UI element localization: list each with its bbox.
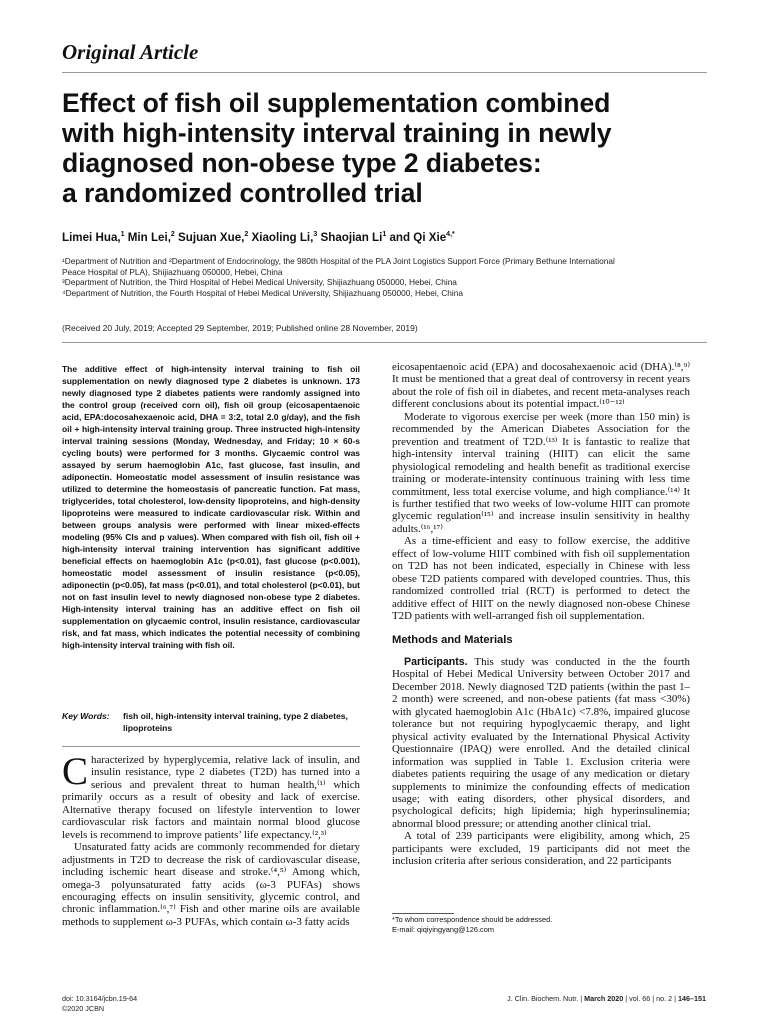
- author-name: Limei Hua,: [62, 231, 121, 244]
- section-heading-methods: Methods and Materials: [392, 633, 513, 646]
- title-line: a randomized controlled trial: [62, 178, 423, 208]
- author-name: and Qi Xie: [386, 231, 447, 244]
- body-column-left: [62, 750, 360, 928]
- author-name: Sujuan Xue,: [174, 231, 245, 244]
- footer-doi: [62, 994, 137, 1013]
- author-name: Xiaoling Li,: [248, 231, 314, 244]
- affiliation-line: Peace Hospital of PLA), Shijiazhuang 050000, Hebei, China: [62, 266, 283, 277]
- drop-cap: C: [62, 750, 89, 793]
- intro-paragraph-text: haracterized by hyperglycemia, relative lack of insulin, and insulin resistance, type 2 diabetes (T2D) has turned into a serious and prevalent threat to human health,⁽¹⁾ which primarily occurs as a result of obesity and lack of exercise. Alternative therapy focused on lifestyle intervention to lower cardiovascular risk factors and maintain normal blood glucose levels is recommend to improve patients’ life expectancy.⁽²,³⁾: [62, 754, 360, 841]
- journal-name: J. Clin. Biochem. Nutr. |: [507, 994, 585, 1003]
- participants-paragraph: [392, 656, 690, 830]
- page-range: 146–151: [678, 994, 706, 1003]
- header-divider: [62, 72, 707, 73]
- copyright-text: ©2020 JCBN: [62, 1003, 105, 1013]
- participants-subheading: Participants.: [404, 655, 468, 668]
- author-affiliation-marker: 4,*: [446, 231, 455, 239]
- keywords: [62, 710, 360, 735]
- abstract-divider: [62, 342, 707, 343]
- affiliation-line: ¹Department of Nutrition and ²Department of Endocrinology, the 980th Hospital of the PLA Joint Logistics Support Force (Primary Bethune International: [62, 256, 615, 266]
- section-label: Original Article: [62, 40, 199, 64]
- keywords-text: fish oil, high-intensity interval training, type 2 diabetes, lipoproteins: [123, 711, 348, 734]
- intro-paragraph: [62, 750, 360, 841]
- issue-date: March 2020: [584, 994, 624, 1003]
- title-line: diagnosed non-obese type 2 diabetes:: [62, 148, 542, 178]
- participants-text: This study was conducted in the the fourth Hospital of Hebei Medical University between October 2017 and December 2018. Newly diagnosed T2D patients (within the past 1–2 month) were screened, and non-obese patients (fat mass <30%) with glycated haemoglobin A1c (HbA1c) <7.8%, impaired glucose tolerance but not requiring hypoglycaemic therapy, and light physical activity evaluated by the International Physical Activity Questionnaire (IPAQ) were enrolled. And the detailed clinical information was supplied in Table 1. Exclusion criteria were diabetes patients requiring the usage of any medication or dietary supplements to minimize the confounding effects of medication usage; with eating disorders, other physical disorders, and psychological deficits; high lipidemia; high hyperinsulinemia; abnormal blood pressure; or attending another clinical trial.: [392, 655, 690, 830]
- author-affiliation-marker: 2: [244, 231, 249, 239]
- abstract: The additive effect of high-intensity interval training to fish oil supplementation on newly diagnosed type 2 diabetes is unknown. 173 newly diagnosed type 2 diabetes patients were randomly assigned into the control group (received corn oil), fish oil group (eicosapentaenoic acid, EPA:docosahexaenoic acid, DHA = 3:2, total 2.0 g/day), and the fish oil + high-intensity interval training group. Three instructed high-intensity interval training sessions (Monday, Wednesday, and Friday; 10 × 60-s cycling bouts) were performed for 3 months. Glycaemic control was assayed by serum haemoglobin A1c, fast glucose, fast insulin, and adiponectin. Homeostatic model assessment of insulin resistance was utilized to determine the homeostasis of pancreatic function. Fat mass, triglycerides, total cholesterol, low-density lipoproteins, and high-density lipoproteins were measured to indicate cardiovascular risk. Within and between groups analysis were performed with linear mixed-effects modeling (95% CIs and p values). When compared with fish oil, fish oil + high-intensity interval training intervention has significant additive beneficial effects on haemoglobin A1c (p<0.01), fast glucose (p<0.001), homeostatic model assessment of insulin resistance (p<0.05), adiponectin (p<0.05), fat mass (p<0.01), and total cholesterol (p<0.01), but not on fast insulin level to newly diagnosed non-obese type 2 diabetes. High-intensity interval training has an additive effect on fish oil supplementation on glycaemic control, insulin resistance, cardiovascular risk, and fat mass, which indicates the potential necessity of combining high-intensity interval training with fish oil.: [62, 364, 360, 650]
- title-line: Effect of fish oil supplementation combined: [62, 88, 611, 118]
- publication-dates: (Received 20 July, 2019; Accepted 29 September, 2019; Published online 28 November, 2019): [62, 323, 418, 333]
- footnote-divider: [392, 913, 454, 914]
- correspondence-text: *To whom correspondence should be addressed.: [392, 915, 553, 924]
- correspondence-email: E-mail: qiqiyingyang@126.com: [392, 925, 494, 935]
- body-column-right: [392, 361, 690, 868]
- title-line: with high-intensity interval training in newly: [62, 118, 612, 148]
- body-paragraph: eicosapentaenoic acid (EPA) and docosahexaenoic acid (DHA).⁽⁸,⁹⁾ It must be mentioned that a great deal of controversy in recent years about the role of fish oil in diabetes, and recent meta-analyses reach different conclusions about its potential impact.⁽¹⁰⁻¹²⁾: [392, 361, 690, 411]
- author-affiliation-marker: 1: [120, 231, 125, 239]
- author-affiliation-marker: 2: [170, 231, 175, 239]
- keywords-label: Key Words:: [62, 711, 110, 721]
- author-name: Min Lei,: [124, 231, 171, 244]
- doi-text: doi: 10.3164/jcbn.19-64: [62, 994, 138, 1003]
- volume-info: | vol. 66 | no. 2 |: [623, 994, 679, 1003]
- footer-citation: [507, 994, 706, 1003]
- author-affiliation-marker: 3: [313, 231, 318, 239]
- affiliation-line: ⁴Department of Nutrition, the Fourth Hospital of Hebei Medical University, Shijiazhuang 050000, Hebei, China: [62, 287, 463, 298]
- author-list: [62, 231, 707, 244]
- author-name: Shaojian Li: [317, 231, 383, 244]
- body-paragraph: As a time-efficient and easy to follow exercise, the additive effect of low-volume HIIT combined with fish oil supplementation on T2D has not been indicated, especially in Chinese with less obese T2D patients compared with developed countries. Thus, this randomized controlled trial (RCT) is performed to detect the additive effect of HIIT on the newly diagnosed non-obese Chinese T2D patients with well-arranged fish oil supplementation.: [392, 535, 690, 623]
- author-affiliation-marker: 1: [382, 231, 387, 239]
- body-paragraph: A total of 239 participants were eligibility, among which, 25 participants were excluded, 19 participants did not meet the inclusion criteria after serious consideration, and 22 participants: [392, 830, 690, 868]
- affiliations: [62, 256, 712, 298]
- affiliation-line: ³Department of Nutrition, the Third Hospital of Hebei Medical University, Shijiazhuang 050000, Hebei, China: [62, 277, 457, 288]
- correspondence-note: [392, 915, 692, 936]
- body-paragraph: Moderate to vigorous exercise per week (more than 150 min) is recommended by the American Diabetes Association for the prevention and treatment of T2D.⁽¹³⁾ It is fantastic to realize that high-intensity interval training (HIIT) can elicit the same physiological remodeling and health benefit as traditional exercise training or moderate-intensity continuous training with less time commitment, less total exercise volume, and high compliance.⁽¹⁴⁾ It is further testified that two weeks of low-volume HIIT can promote glycemic regulation⁽¹⁵⁾ and increase insulin sensitivity in healthy adults.⁽¹⁶,¹⁷⁾: [392, 410, 690, 535]
- article-title: [62, 88, 722, 208]
- body-paragraph: Unsaturated fatty acids are commonly recommended for dietary adjustments in T2D to decrease the risk of cardiovascular disease, including ischemic heart disease and stroke.⁽⁴,⁵⁾ Among which, omega-3 polyunsaturated fatty acids (ω-3 PUFAs) shows encouraging effects on insulin sensitivity, glycemic control, and chronic inflammation.⁽⁶,⁷⁾ Fish and other marine oils are available methods to supplement ω-3 PUFAs, which contain ω-3 fatty acids: [62, 841, 360, 928]
- keywords-divider: [62, 746, 360, 747]
